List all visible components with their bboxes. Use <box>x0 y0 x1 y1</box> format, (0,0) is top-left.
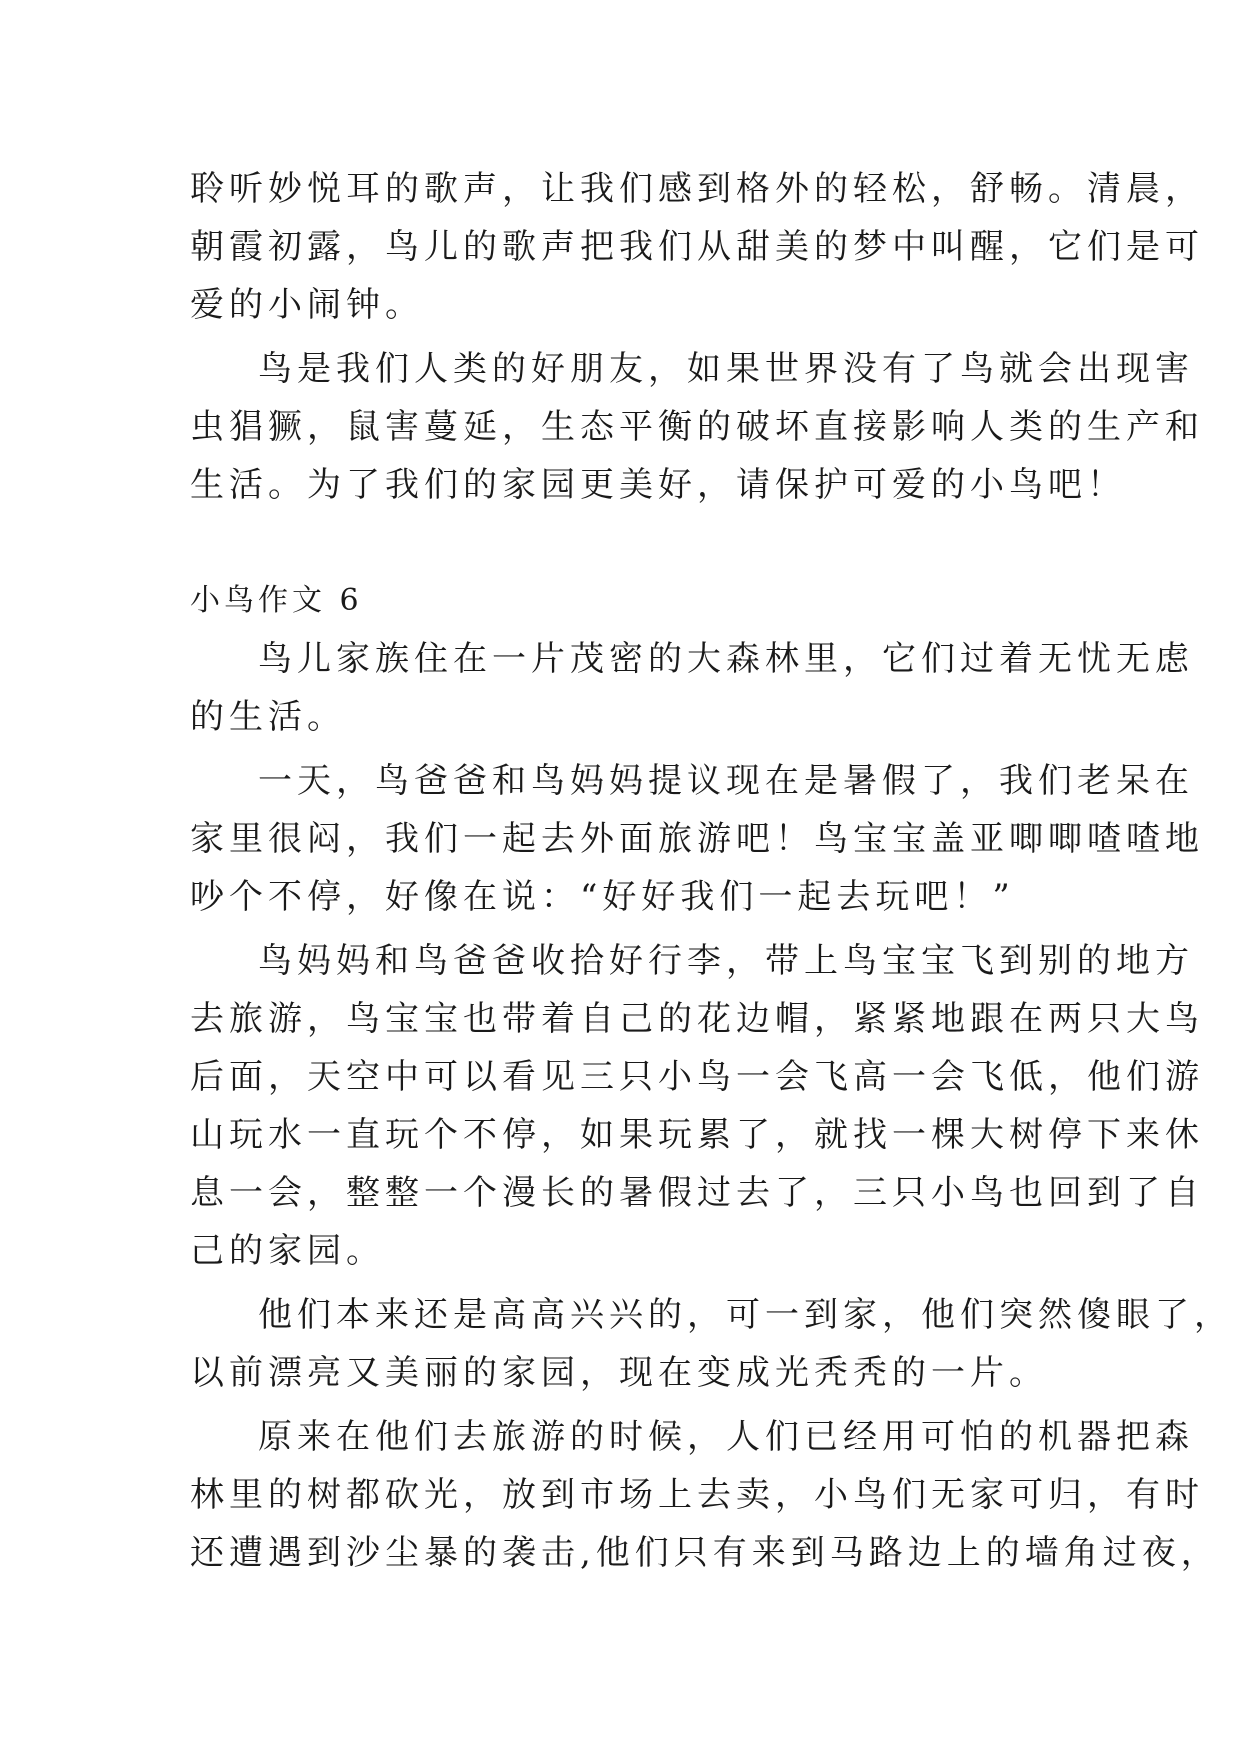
paragraph <box>190 1286 1233 1402</box>
text-line: 己的家园。 <box>190 1231 385 1271</box>
paragraph <box>190 932 1204 1280</box>
text-line: 原来在他们去旅游的时候，人们已经用可怕的机器把森 <box>258 1417 1194 1457</box>
text-line: 林里的树都砍光，放到市场上去卖，小鸟们无家可归，有时 <box>190 1475 1204 1515</box>
text-line: 他们本来还是高高兴兴的，可一到家，他们突然傻眼了， <box>258 1295 1233 1335</box>
text-line: 还遭遇到沙尘暴的袭击,他们只有来到马路边上的墙角过夜， <box>190 1533 1220 1573</box>
text-line: 生活。为了我们的家园更美好，请保护可爱的小鸟吧！ <box>190 465 1126 505</box>
paragraph <box>190 752 1204 926</box>
section-heading <box>190 572 1060 630</box>
text-line: 爱的小闹钟。 <box>190 285 424 325</box>
text-line: 山玩水一直玩个不停，如果玩累了，就找一棵大树停下来休 <box>190 1115 1204 1155</box>
paragraph <box>190 340 1204 514</box>
paragraph <box>190 630 1194 746</box>
text-line: 朝霞初露，鸟儿的歌声把我们从甜美的梦中叫醒，它们是可 <box>190 227 1204 267</box>
paragraph-continued <box>190 160 1204 334</box>
text-line: 鸟儿家族住在一片茂密的大森林里，它们过着无忧无虑 <box>258 639 1194 679</box>
text-line: 息一会，整整一个漫长的暑假过去了，三只小鸟也回到了自 <box>190 1173 1204 1213</box>
text-line: 虫猖獗，鼠害蔓延，生态平衡的破坏直接影响人类的生产和 <box>190 407 1204 447</box>
heading-text: 小鸟作文 6 <box>190 583 363 618</box>
text-line: 一天，鸟爸爸和鸟妈妈提议现在是暑假了，我们老呆在 <box>258 761 1194 801</box>
text-line: 聆听妙悦耳的歌声，让我们感到格外的轻松，舒畅。清晨， <box>190 169 1204 209</box>
paragraph <box>190 1408 1220 1582</box>
document-page <box>190 160 1233 1582</box>
text-line: 后面，天空中可以看见三只小鸟一会飞高一会飞低，他们游 <box>190 1057 1204 1097</box>
text-line: 鸟妈妈和鸟爸爸收拾好行李，带上鸟宝宝飞到别的地方 <box>258 941 1194 981</box>
text-line: 吵个不停，好像在说：“好好我们一起去玩吧！” <box>190 877 1015 917</box>
text-line: 家里很闷，我们一起去外面旅游吧！鸟宝宝盖亚唧唧喳喳地 <box>190 819 1204 859</box>
text-line: 去旅游，鸟宝宝也带着自己的花边帽，紧紧地跟在两只大鸟 <box>190 999 1204 1039</box>
text-line: 的生活。 <box>190 697 346 737</box>
text-line: 以前漂亮又美丽的家园，现在变成光秃秃的一片。 <box>190 1353 1048 1393</box>
text-line: 鸟是我们人类的好朋友，如果世界没有了鸟就会出现害 <box>258 349 1194 389</box>
